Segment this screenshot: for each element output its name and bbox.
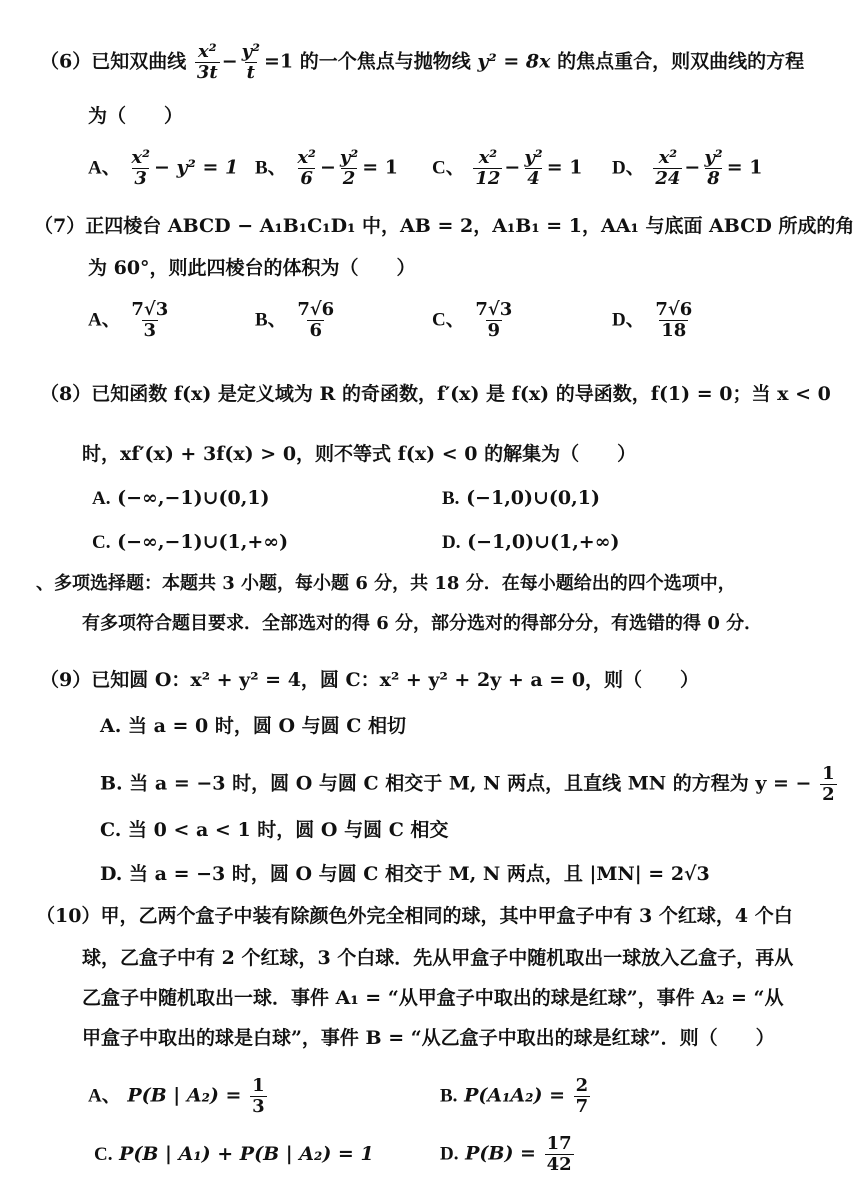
option-numerator-2: y² (339, 147, 359, 168)
option-numerator-2: y² (524, 147, 543, 168)
option-numerator: x² (131, 147, 150, 168)
option-numerator: 7√3 (131, 299, 169, 320)
q7-stem-b: 为 60°，则此四棱台的体积为（ ） (88, 257, 416, 279)
q9-stem: （9）已知圆 O：x² + y² = 4，圆 C：x² + y² + 2y + a = 0，则（ ） (40, 669, 700, 691)
q8-stem-b: 时，xf′(x) + 3f(x) > 0，则不等式 f(x) < 0 的解集为（ ） (82, 443, 637, 465)
q7-option-d (612, 300, 696, 341)
q6-hyperbola-term1: $\frac{\text{x²}}{3t}$ (196, 41, 218, 83)
option-numerator: x² (297, 147, 316, 168)
option-expression: P(B | A₂) = (127, 1084, 242, 1107)
option-denominator: 18 (661, 320, 687, 341)
option-denominator: 24 (655, 168, 681, 189)
section2-line2: 有多项符合题目要求．全部选对的得 6 分，部分选对的得部分分，有选错的得 0 分． (82, 613, 763, 634)
option-label: D. (440, 1143, 459, 1165)
q6-option-d: D、 $\frac{\text{x²}}{24}$ − $\frac{\text{y²}}{8}$ = 1 (612, 147, 763, 189)
option-text: (−1,0)∪(1,+∞) (467, 531, 620, 553)
q6-option-c: C、 $\frac{\text{x²}}{12}$ − $\frac{\text{y²}}{4}$ = 1 (432, 147, 583, 189)
option-numerator: x² (478, 147, 498, 168)
option-expression: P(A₁A₂) = (464, 1084, 565, 1107)
q6-stem-a: （6）已知双曲线 (40, 50, 187, 73)
option-rest: − y² = 1 (153, 156, 239, 179)
option-denominator: 42 (546, 1154, 572, 1175)
option-label: A、 (88, 157, 121, 179)
option-numerator: 7√3 (475, 299, 513, 320)
option-denominator: 3 (252, 1096, 265, 1117)
q8-option-b (442, 486, 600, 511)
q10-option-c (94, 1142, 374, 1167)
option-numerator: x² (658, 147, 678, 168)
option-label: B. (442, 488, 460, 509)
q7-option-a (88, 300, 172, 341)
q9-option-b (100, 764, 839, 805)
q6-hyperbola-term2: $\frac{\text{y²}}{t}$ (241, 41, 260, 83)
q7-option-b (255, 300, 338, 341)
option-denominator: 2 (822, 784, 835, 805)
q7-stem-a: （7）正四棱台 ABCD − A₁B₁C₁D₁ 中，AB = 2，A₁B₁ = 1，AA₁ 与底面 ABCD 所成的角 (34, 215, 854, 237)
option-label: C. (94, 1144, 113, 1165)
q6-parabola: y² = 8x (477, 50, 551, 73)
option-text: (−1,0)∪(0,1) (466, 487, 600, 509)
q8-option-d (442, 530, 620, 555)
q9-option-c: C. 当 0 < a < 1 时，圆 O 与圆 C 相交 (100, 819, 449, 841)
q8-option-a (92, 486, 270, 511)
option-denominator: 9 (487, 320, 501, 341)
option-label: D、 (612, 157, 645, 179)
option-label: D. (442, 532, 461, 553)
q10-option-b (440, 1076, 592, 1117)
q6-stem-c: 的焦点重合，则双曲线的方程 (557, 50, 805, 73)
option-label: B. (440, 1085, 458, 1107)
q8-stem-a: （8）已知函数 f(x) 是定义域为 R 的奇函数，f′(x) 是 f(x) 的导函数，f(1) = 0；当 x < 0 (40, 383, 831, 405)
option-denominator-2: 2 (342, 168, 356, 189)
option-label: D、 (612, 309, 645, 331)
q6-stem-b: 的一个焦点与抛物线 (299, 50, 471, 73)
option-label: C. (92, 532, 111, 553)
option-rest: = 1 (362, 156, 398, 179)
option-label: B、 (255, 157, 287, 179)
option-expression: P(B) = (465, 1142, 536, 1165)
option-rest: = 1 (726, 156, 763, 179)
option-label: A. (92, 488, 111, 509)
option-numerator: 1 (252, 1075, 265, 1096)
q6-stem-line1: （6）已知双曲线 $\frac{\text{x²}}{3t}$ − $\frac{\text{y²}}{t}$ =1 的一个焦点与抛物线 y² = 8x 的焦点重合，则双曲线的方程 (40, 41, 805, 83)
option-label: C、 (432, 309, 465, 331)
q6-stem-d: 为（ ） (88, 105, 184, 127)
option-numerator: 17 (546, 1133, 572, 1154)
option-denominator: 3 (134, 168, 147, 189)
option-denominator-2: 8 (707, 168, 720, 189)
option-text: (−∞,−1)∪(0,1) (117, 487, 270, 509)
q10-option-a (88, 1076, 269, 1117)
option-numerator-2: y² (704, 147, 723, 168)
option-numerator: 2 (575, 1075, 589, 1096)
option-label: A、 (88, 1085, 121, 1107)
option-denominator: 6 (300, 168, 313, 189)
option-rest: = 1 (546, 156, 583, 179)
option-denominator: 12 (475, 168, 501, 189)
q10-line4: 甲盒子中取出的球是白球”，事件 B = “从乙盒子中取出的球是红球”．则（ ） (82, 1027, 775, 1049)
option-numerator: 1 (822, 763, 835, 784)
option-denominator-2: 4 (527, 168, 540, 189)
option-numerator: 7√6 (297, 299, 335, 320)
option-denominator: 3 (143, 320, 157, 341)
option-numerator: 7√6 (655, 299, 693, 320)
option-text: (−∞,−1)∪(1,+∞) (117, 531, 289, 553)
q10-line1: （10）甲，乙两个盒子中装有除颜色外完全相同的球，其中甲盒子中有 3 个红球，4 个白 (36, 905, 793, 927)
option-expression: P(B | A₁) + P(B | A₂) = 1 (119, 1143, 374, 1165)
q8-option-c (92, 530, 288, 555)
q10-line3: 乙盒子中随机取出一球．事件 A₁ = “从甲盒子中取出的球是红球”，事件 A₂ = “从 (82, 987, 784, 1009)
option-label: C、 (432, 157, 465, 179)
option-label: B、 (255, 309, 287, 331)
option-label: A、 (88, 309, 121, 331)
q9-option-b-text: B. 当 a = −3 时，圆 O 与圆 C 相交于 M, N 两点，且直线 MN 的方程为 y = − (100, 772, 812, 795)
section2-line1: 、多项选择题：本题共 3 小题，每小题 6 分，共 18 分．在每小题给出的四个选项中， (36, 573, 736, 594)
q9-option-d: D. 当 a = −3 时，圆 O 与圆 C 相交于 M, N 两点，且 |MN| = 2√3 (100, 863, 710, 885)
option-denominator: 7 (575, 1096, 589, 1117)
q10-option-d (440, 1134, 576, 1175)
q9-option-a: A. 当 a = 0 时，圆 O 与圆 C 相切 (100, 715, 407, 737)
option-denominator: 6 (309, 320, 323, 341)
q6-option-a (88, 148, 238, 189)
q7-option-c (432, 300, 516, 341)
q10-line2: 球，乙盒子中有 2 个红球，3 个白球．先从甲盒子中随机取出一球放入乙盒子，再从 (82, 947, 794, 969)
q6-option-b: B、 $\frac{\text{x²}}{6}$ − $\frac{\text{y²}}{2}$ = 1 (255, 147, 398, 189)
